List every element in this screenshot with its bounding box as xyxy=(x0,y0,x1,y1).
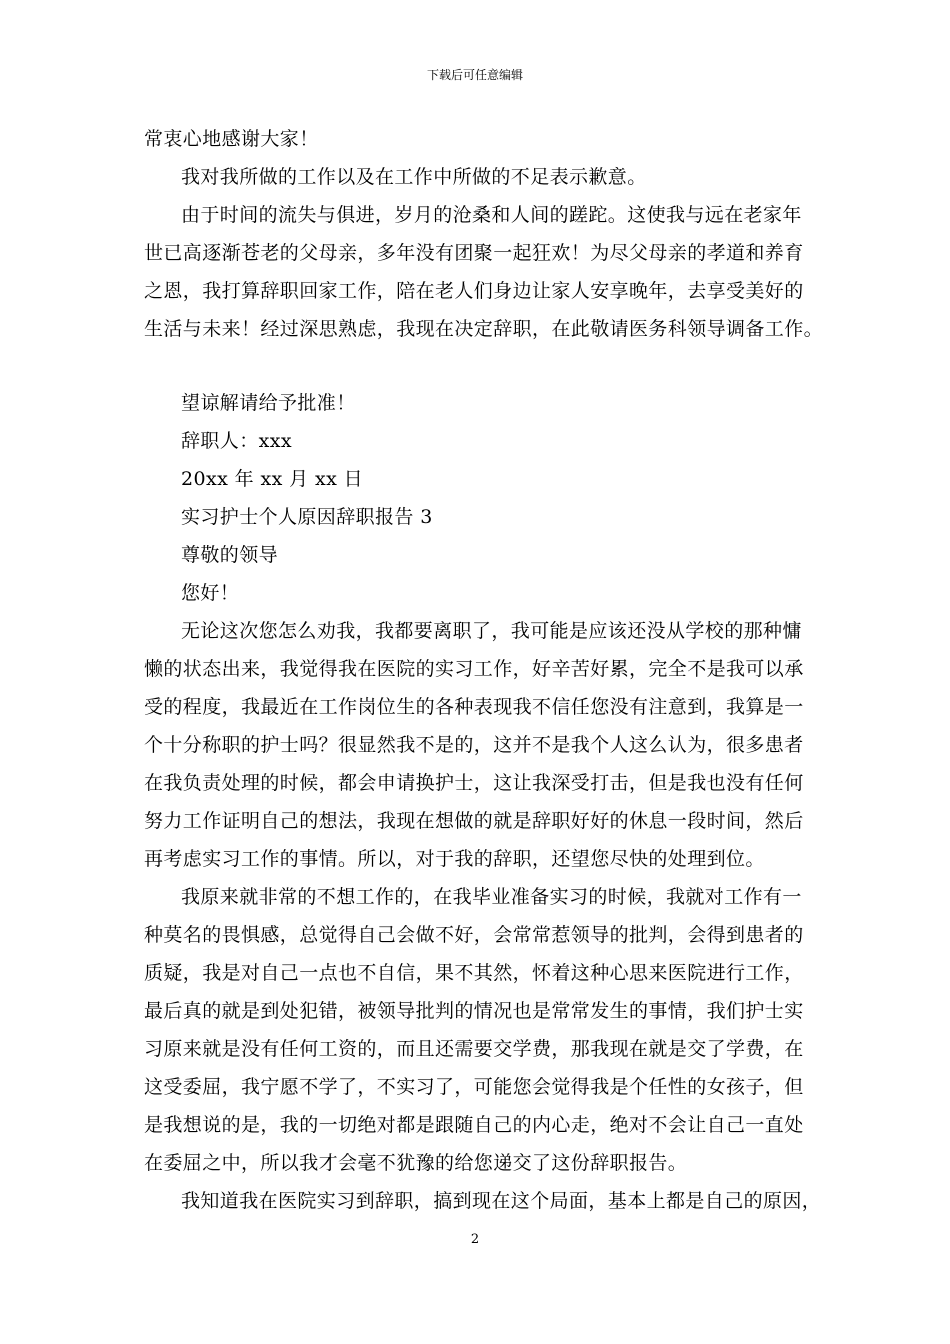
text-block-a xyxy=(144,120,824,348)
paragraph-line: 之恩，我打算辞职回家工作，陪在老人们身边让家人安享晚年，去享受美好的 xyxy=(144,280,804,302)
paragraph-line: 由于时间的流失与俱进，岁月的沧桑和人间的蹉跎。这使我与远在老家年 xyxy=(181,204,802,226)
paragraph-line: 个十分称职的护士吗？很显然我不是的，这并不是我个人这么认为，很多患者 xyxy=(144,734,804,756)
paragraph-line: 无论这次您怎么劝我，我都要离职了，我可能是应该还没从学校的那种慵 xyxy=(181,620,802,642)
paragraph-gap xyxy=(144,348,824,384)
paragraph-line: 辞职人：xxx xyxy=(181,430,292,452)
paragraph-line: 我原来就非常的不想工作的，在我毕业准备实习的时候，我就对工作有一 xyxy=(181,886,802,908)
page-number: 2 xyxy=(470,1232,480,1247)
paragraph-line: 最后真的就是到处犯错，被领导批判的情况也是常常发生的事情，我们护士实 xyxy=(144,1000,804,1022)
paragraph-line: 生活与未来！经过深思熟虑，我现在决定辞职，在此敬请医务科领导调备工作。 xyxy=(144,318,824,340)
paragraph-line: 懒的状态出来，我觉得我在医院的实习工作，好辛苦好累，完全不是我可以承 xyxy=(144,658,804,680)
paragraph-line: 再考虑实习工作的事情。所以，对于我的辞职，还望您尽快的处理到位。 xyxy=(144,848,765,870)
text-block-b xyxy=(144,384,824,1220)
paragraph-line: 世已高逐渐苍老的父母亲，多年没有团聚一起狂欢！为尽父母亲的孝道和养育 xyxy=(144,242,804,264)
paragraph-line: 努力工作证明自己的想法，我现在想做的就是辞职好好的休息一段时间，然后 xyxy=(144,810,804,832)
document-body xyxy=(144,120,824,1220)
paragraph-line: 望谅解请给予批准！ xyxy=(181,392,356,414)
paragraph-line: 您好！ xyxy=(181,582,240,604)
paragraph-line: 实习护士个人原因辞职报告 3 xyxy=(181,506,433,528)
paragraph-line: 常衷心地感谢大家！ xyxy=(144,128,319,150)
paragraph-line: 质疑，我是对自己一点也不自信，果不其然，怀着这种心思来医院进行工作， xyxy=(144,962,804,984)
paragraph-line: 是我想说的是，我的一切绝对都是跟随自己的内心走，绝对不会让自己一直处 xyxy=(144,1114,804,1136)
paragraph-line: 我对我所做的工作以及在工作中所做的不足表示歉意。 xyxy=(181,166,647,188)
paragraph-line: 习原来就是没有任何工资的，而且还需要交学费，那我现在就是交了学费，在 xyxy=(144,1038,804,1060)
paragraph-line: 种莫名的畏惧感，总觉得自己会做不好，会常常惹领导的批判，会得到患者的 xyxy=(144,924,804,946)
paragraph-line: 我知道我在医院实习到辞职，搞到现在这个局面，基本上都是自己的原因， xyxy=(181,1190,822,1212)
paragraph-line: 在委屈之中，所以我才会毫不犹豫的给您递交了这份辞职报告。 xyxy=(144,1152,688,1174)
paragraph-line: 尊敬的领导 xyxy=(181,544,279,566)
paragraph-line: 在我负责处理的时候，都会申请换护士，这让我深受打击，但是我也没有任何 xyxy=(144,772,804,794)
page-header: 下载后可任意编辑 xyxy=(426,68,523,82)
paragraph-line: 20xx 年 xx 月 xx 日 xyxy=(181,468,364,490)
paragraph-line: 受的程度，我最近在工作岗位生的各种表现我不信任您没有注意到，我算是一 xyxy=(144,696,804,718)
paragraph-line: 这受委屈，我宁愿不学了，不实习了，可能您会觉得我是个任性的女孩子，但 xyxy=(144,1076,804,1098)
